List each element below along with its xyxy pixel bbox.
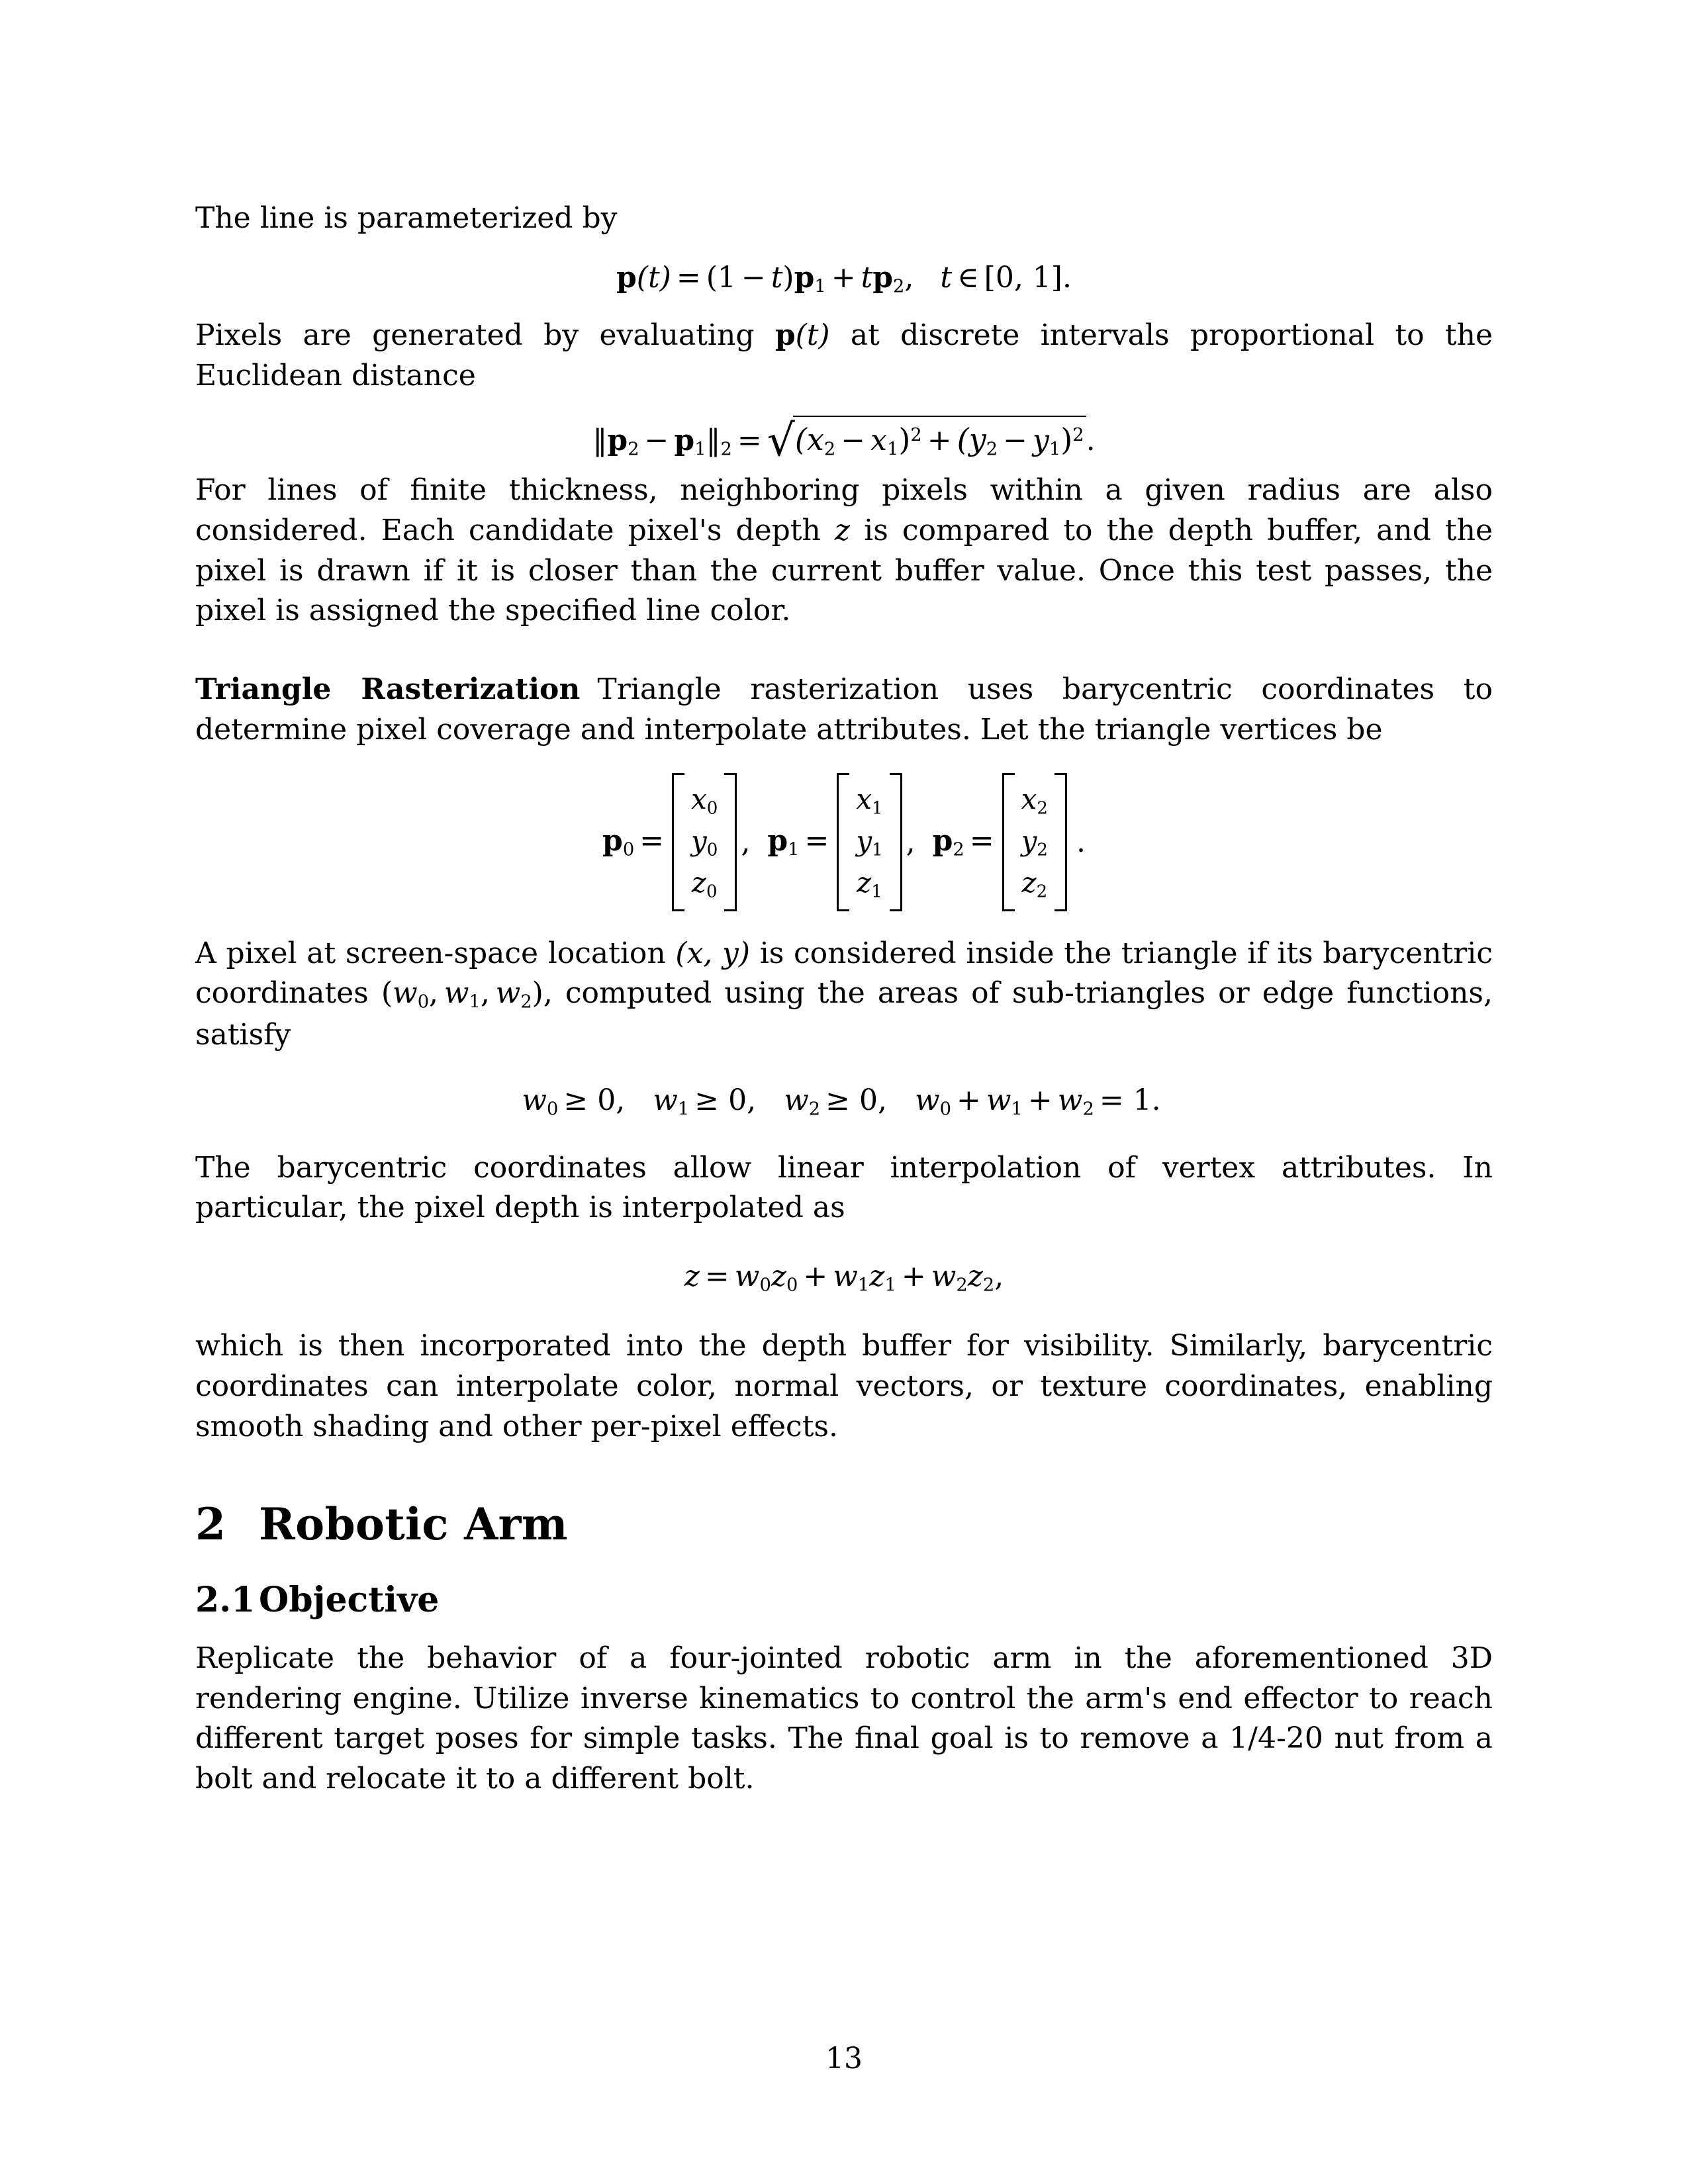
p0-bracket-right bbox=[724, 773, 737, 911]
eq-norm-close: ‖ bbox=[706, 424, 721, 458]
di-plus-2: + bbox=[901, 1259, 926, 1293]
barycentric-text-c: , computed using the areas of sub-triangles or edge functions, satisfy bbox=[195, 976, 1493, 1052]
p1-bracket-left bbox=[837, 773, 849, 911]
paragraph-line-intro: The line is parameterized by bbox=[195, 201, 618, 235]
equation-line-parameterization bbox=[195, 259, 1493, 298]
eq-equals: = bbox=[676, 260, 701, 295]
di-z1-sub: 1 bbox=[884, 1275, 896, 1296]
p0-x: x bbox=[691, 782, 707, 815]
paragraph-depth-buffer-visibility: which is then incorporated into the depth buffer for visibility. Similarly, barycentric coordinates can interpolate color, normal vectors, or texture coordinates, enabling smooth shading and other per-pixel effects. bbox=[195, 1329, 1493, 1443]
paragraph-barycentric-inside-test bbox=[195, 934, 1493, 1056]
eq-y2-sub: 2 bbox=[986, 439, 998, 460]
di-w2: w bbox=[931, 1259, 957, 1293]
pixels-eval-text-b: at discrete intervals proportional to the Euclidean distance bbox=[195, 318, 1493, 392]
di-w1-sub: 1 bbox=[857, 1275, 870, 1296]
p1-components bbox=[852, 773, 886, 911]
p0-x-sub: 0 bbox=[706, 797, 718, 818]
p0-z-sub: 0 bbox=[706, 882, 718, 901]
vertex-vector-p0 bbox=[602, 773, 767, 911]
eq-domain-t: t bbox=[940, 260, 953, 295]
eq-y-power: 2 bbox=[1072, 425, 1084, 446]
bc-w2-ge: ≥ 0, bbox=[825, 1083, 887, 1118]
radicand bbox=[793, 416, 1086, 461]
section-title: Robotic Arm bbox=[259, 1498, 568, 1551]
eq-interval: [0, 1]. bbox=[984, 260, 1072, 295]
p1-row-y bbox=[856, 821, 882, 863]
p2-label: p bbox=[932, 823, 953, 858]
bc-w2: w bbox=[784, 1083, 809, 1118]
eq-p1-vector: p bbox=[794, 260, 815, 295]
di-equals: = bbox=[704, 1259, 729, 1293]
eq-p-vector: p bbox=[616, 260, 637, 295]
page-number: 13 bbox=[825, 2042, 863, 2075]
p2-x-sub: 2 bbox=[1037, 797, 1048, 818]
eq-x-close: ) bbox=[898, 422, 911, 458]
bc-plus-2: + bbox=[1027, 1083, 1053, 1118]
pixels-eval-text-a: Pixels are generated by evaluating bbox=[195, 318, 775, 352]
p0-y-sub: 0 bbox=[706, 839, 718, 860]
p0-row-z bbox=[692, 863, 718, 905]
bc-sum-w0: w bbox=[914, 1083, 940, 1118]
bc-w1-sub: 1 bbox=[677, 1099, 690, 1120]
inline-xy-coordinates: (x, y) bbox=[675, 936, 751, 970]
p2-z: z bbox=[1021, 866, 1037, 899]
p1-row-z bbox=[857, 863, 882, 905]
vertex-vector-p2 bbox=[933, 773, 1086, 911]
p2-separator: . bbox=[1076, 825, 1086, 859]
p0-equals: = bbox=[639, 823, 665, 858]
p0-separator: , bbox=[741, 825, 751, 859]
paragraph-objective-body: Replicate the behavior of a four-jointed robotic arm in the aforementioned 3D rendering engine. Utilize inverse kinematics to control the arm's end effector to reach different target poses for simple tasks. The final goal is to remove a 1/4-20 nut from a bolt and relocate it to a different bolt. bbox=[195, 1641, 1493, 1796]
bc-w2-sub: 2 bbox=[808, 1099, 821, 1120]
p2-x: x bbox=[1021, 782, 1037, 815]
subsection-heading-objective bbox=[195, 1580, 1493, 1621]
eq-p-arg: (t) bbox=[636, 260, 671, 295]
eq-x-power: 2 bbox=[910, 425, 922, 446]
subsection-number: 2.1 bbox=[195, 1580, 256, 1621]
eq-dist-p1-sub: 1 bbox=[694, 439, 706, 460]
p2-label-group bbox=[933, 824, 1002, 860]
p2-z-sub: 2 bbox=[1036, 882, 1048, 901]
p1-equals: = bbox=[804, 823, 829, 858]
barycentric-text-b: is considered inside the triangle if its barycentric coordinates bbox=[195, 936, 1493, 1011]
eq-p1-subscript: 1 bbox=[814, 276, 826, 297]
eq-term1-open: (1 bbox=[706, 260, 736, 295]
p1-separator: , bbox=[906, 825, 915, 859]
equation-triangle-vertices bbox=[195, 773, 1493, 911]
bc-w1-ge: ≥ 0, bbox=[694, 1083, 757, 1118]
di-z0: z bbox=[771, 1259, 786, 1293]
p2-bracket-left bbox=[1002, 773, 1015, 911]
p2-equals: = bbox=[969, 823, 994, 858]
p0-label-sub: 0 bbox=[622, 839, 635, 860]
p1-x: x bbox=[856, 782, 872, 815]
eq-dist-p2-sub: 2 bbox=[628, 439, 639, 460]
eq-element-of: ∈ bbox=[957, 260, 979, 295]
bc-sum-w2: w bbox=[1057, 1083, 1083, 1118]
eq-minus: − bbox=[741, 260, 766, 295]
bc-sum-w1: w bbox=[986, 1083, 1011, 1118]
eq-term1-close: ) bbox=[782, 260, 794, 295]
p2-y-sub: 2 bbox=[1037, 839, 1048, 860]
di-w2-sub: 2 bbox=[956, 1275, 968, 1296]
p2-components bbox=[1017, 773, 1052, 911]
bc-sum-w0-sub: 0 bbox=[939, 1099, 951, 1120]
di-z1: z bbox=[869, 1259, 885, 1293]
eq-y-close: ) bbox=[1060, 422, 1073, 458]
eq-plus: + bbox=[831, 260, 856, 295]
inline-z-variable: z bbox=[834, 514, 851, 548]
equation-depth-interpolation bbox=[195, 1257, 1493, 1297]
di-z2-sub: 2 bbox=[982, 1275, 995, 1296]
p1-bracket-right bbox=[890, 773, 902, 911]
eq-norm-open: ‖ bbox=[592, 424, 608, 458]
di-w1: w bbox=[833, 1259, 858, 1293]
runin-heading-triangle-rasterization: Triangle Rasterization bbox=[195, 672, 581, 707]
bc-sum-w2-sub: 2 bbox=[1082, 1099, 1094, 1120]
di-comma: , bbox=[994, 1259, 1004, 1293]
p0-z: z bbox=[691, 866, 706, 899]
p1-y-sub: 1 bbox=[872, 839, 883, 860]
bc-w0-sub: 0 bbox=[547, 1099, 559, 1120]
eq-comma: , bbox=[904, 260, 914, 295]
paragraph-pixels-evaluation bbox=[195, 316, 1493, 396]
section-number: 2 bbox=[195, 1498, 226, 1551]
bc-sum-w1-sub: 1 bbox=[1011, 1099, 1023, 1120]
bc-w0: w bbox=[522, 1083, 547, 1118]
p2-row-y bbox=[1021, 821, 1048, 863]
p2-label-sub: 2 bbox=[953, 839, 964, 860]
eq-y1: y bbox=[1032, 424, 1049, 458]
inline-w-tuple: ($w_0$, $w_1$, $w_2$) bbox=[381, 976, 543, 1013]
barycentric-text-a: A pixel at screen-space location bbox=[195, 936, 676, 970]
finite-thickness-a: For lines of finite thickness, neighboring pixels within a given radius are also considered. Each candidate pixel's depth bbox=[195, 473, 1493, 548]
eq-y-minus: − bbox=[1003, 424, 1027, 458]
vertex-vector-p1 bbox=[767, 773, 932, 911]
triangle-rasterization-body: Triangle rasterization uses barycentric coordinates to determine pixel coverage and interpolate attributes. Let the triangle vertices be bbox=[195, 672, 1493, 747]
eq-dist-minus: − bbox=[644, 424, 669, 458]
p0-row-y bbox=[691, 821, 718, 863]
equation-euclidean-distance bbox=[195, 415, 1493, 467]
di-w0-sub: 0 bbox=[759, 1275, 771, 1296]
page-content bbox=[195, 199, 1493, 1799]
eq-dist-p1: p bbox=[674, 424, 695, 458]
eq-y1-sub: 1 bbox=[1049, 439, 1061, 460]
section-heading-robotic-arm bbox=[195, 1498, 1493, 1551]
p1-z-sub: 1 bbox=[871, 882, 882, 901]
bc-plus-1: + bbox=[957, 1083, 981, 1118]
bc-equals-one: = 1. bbox=[1099, 1083, 1161, 1118]
p1-label-sub: 1 bbox=[788, 839, 800, 860]
eq-t-coefficient: t bbox=[861, 260, 873, 295]
eq-t-var: t bbox=[771, 260, 783, 295]
p2-row-z bbox=[1021, 863, 1047, 905]
eq-x-open: (x bbox=[794, 422, 824, 458]
p2-bracket-right bbox=[1055, 773, 1067, 911]
subsection-title: Objective bbox=[259, 1580, 440, 1621]
inline-p-vector: p bbox=[774, 318, 796, 352]
di-w0: w bbox=[734, 1259, 760, 1293]
eq-x2-sub: 2 bbox=[823, 439, 836, 460]
p0-y: y bbox=[691, 824, 707, 857]
p1-x-sub: 1 bbox=[872, 797, 883, 818]
di-z0-sub: 0 bbox=[786, 1275, 798, 1296]
bc-w0-ge: ≥ 0, bbox=[563, 1083, 626, 1118]
p2-row-x bbox=[1021, 780, 1048, 821]
p1-z: z bbox=[857, 866, 872, 899]
paragraph-interpolation-intro: The barycentric coordinates allow linear interpolation of vertex attributes. In particular, the pixel depth is interpolated as bbox=[195, 1150, 1493, 1225]
di-plus-1: + bbox=[803, 1259, 828, 1293]
di-z2: z bbox=[967, 1259, 983, 1293]
inline-p-arg: (t) bbox=[795, 318, 830, 352]
equation-barycentric-constraints bbox=[195, 1081, 1493, 1121]
p0-row-x bbox=[691, 780, 718, 821]
p2-y: y bbox=[1021, 824, 1037, 857]
p1-y: y bbox=[856, 824, 872, 857]
p0-bracket-left bbox=[672, 773, 684, 911]
paragraph-triangle-rasterization bbox=[195, 670, 1493, 750]
eq-norm-sub: 2 bbox=[720, 439, 732, 460]
p1-label: p bbox=[767, 823, 788, 858]
eq-x1-sub: 1 bbox=[886, 439, 899, 460]
p0-components bbox=[687, 773, 722, 911]
finite-thickness-b: is compared to the depth buffer, and the pixel is drawn if it is closer than the current buffer value. Once this test passes, the pixel is assigned the specified line color. bbox=[195, 514, 1493, 628]
eq-y-open: (y bbox=[957, 422, 986, 458]
eq-dist-equals: = bbox=[737, 424, 762, 458]
eq-square-root bbox=[767, 415, 1086, 467]
eq-dist-period: . bbox=[1086, 424, 1096, 458]
p1-row-x bbox=[856, 780, 882, 821]
eq-x1: x bbox=[870, 424, 887, 458]
radical-sign: √ bbox=[767, 415, 795, 467]
p0-label: p bbox=[602, 823, 623, 858]
p1-label-group bbox=[767, 824, 837, 860]
di-z: z bbox=[684, 1259, 700, 1293]
eq-p2-vector: p bbox=[872, 260, 894, 295]
paragraph-finite-thickness bbox=[195, 471, 1493, 631]
eq-dist-plus: + bbox=[927, 424, 952, 458]
eq-x-minus: − bbox=[841, 424, 866, 458]
eq-p2-subscript: 2 bbox=[893, 276, 905, 297]
eq-dist-p2: p bbox=[607, 424, 628, 458]
p0-label-group bbox=[602, 824, 672, 860]
bc-w1: w bbox=[653, 1083, 678, 1118]
